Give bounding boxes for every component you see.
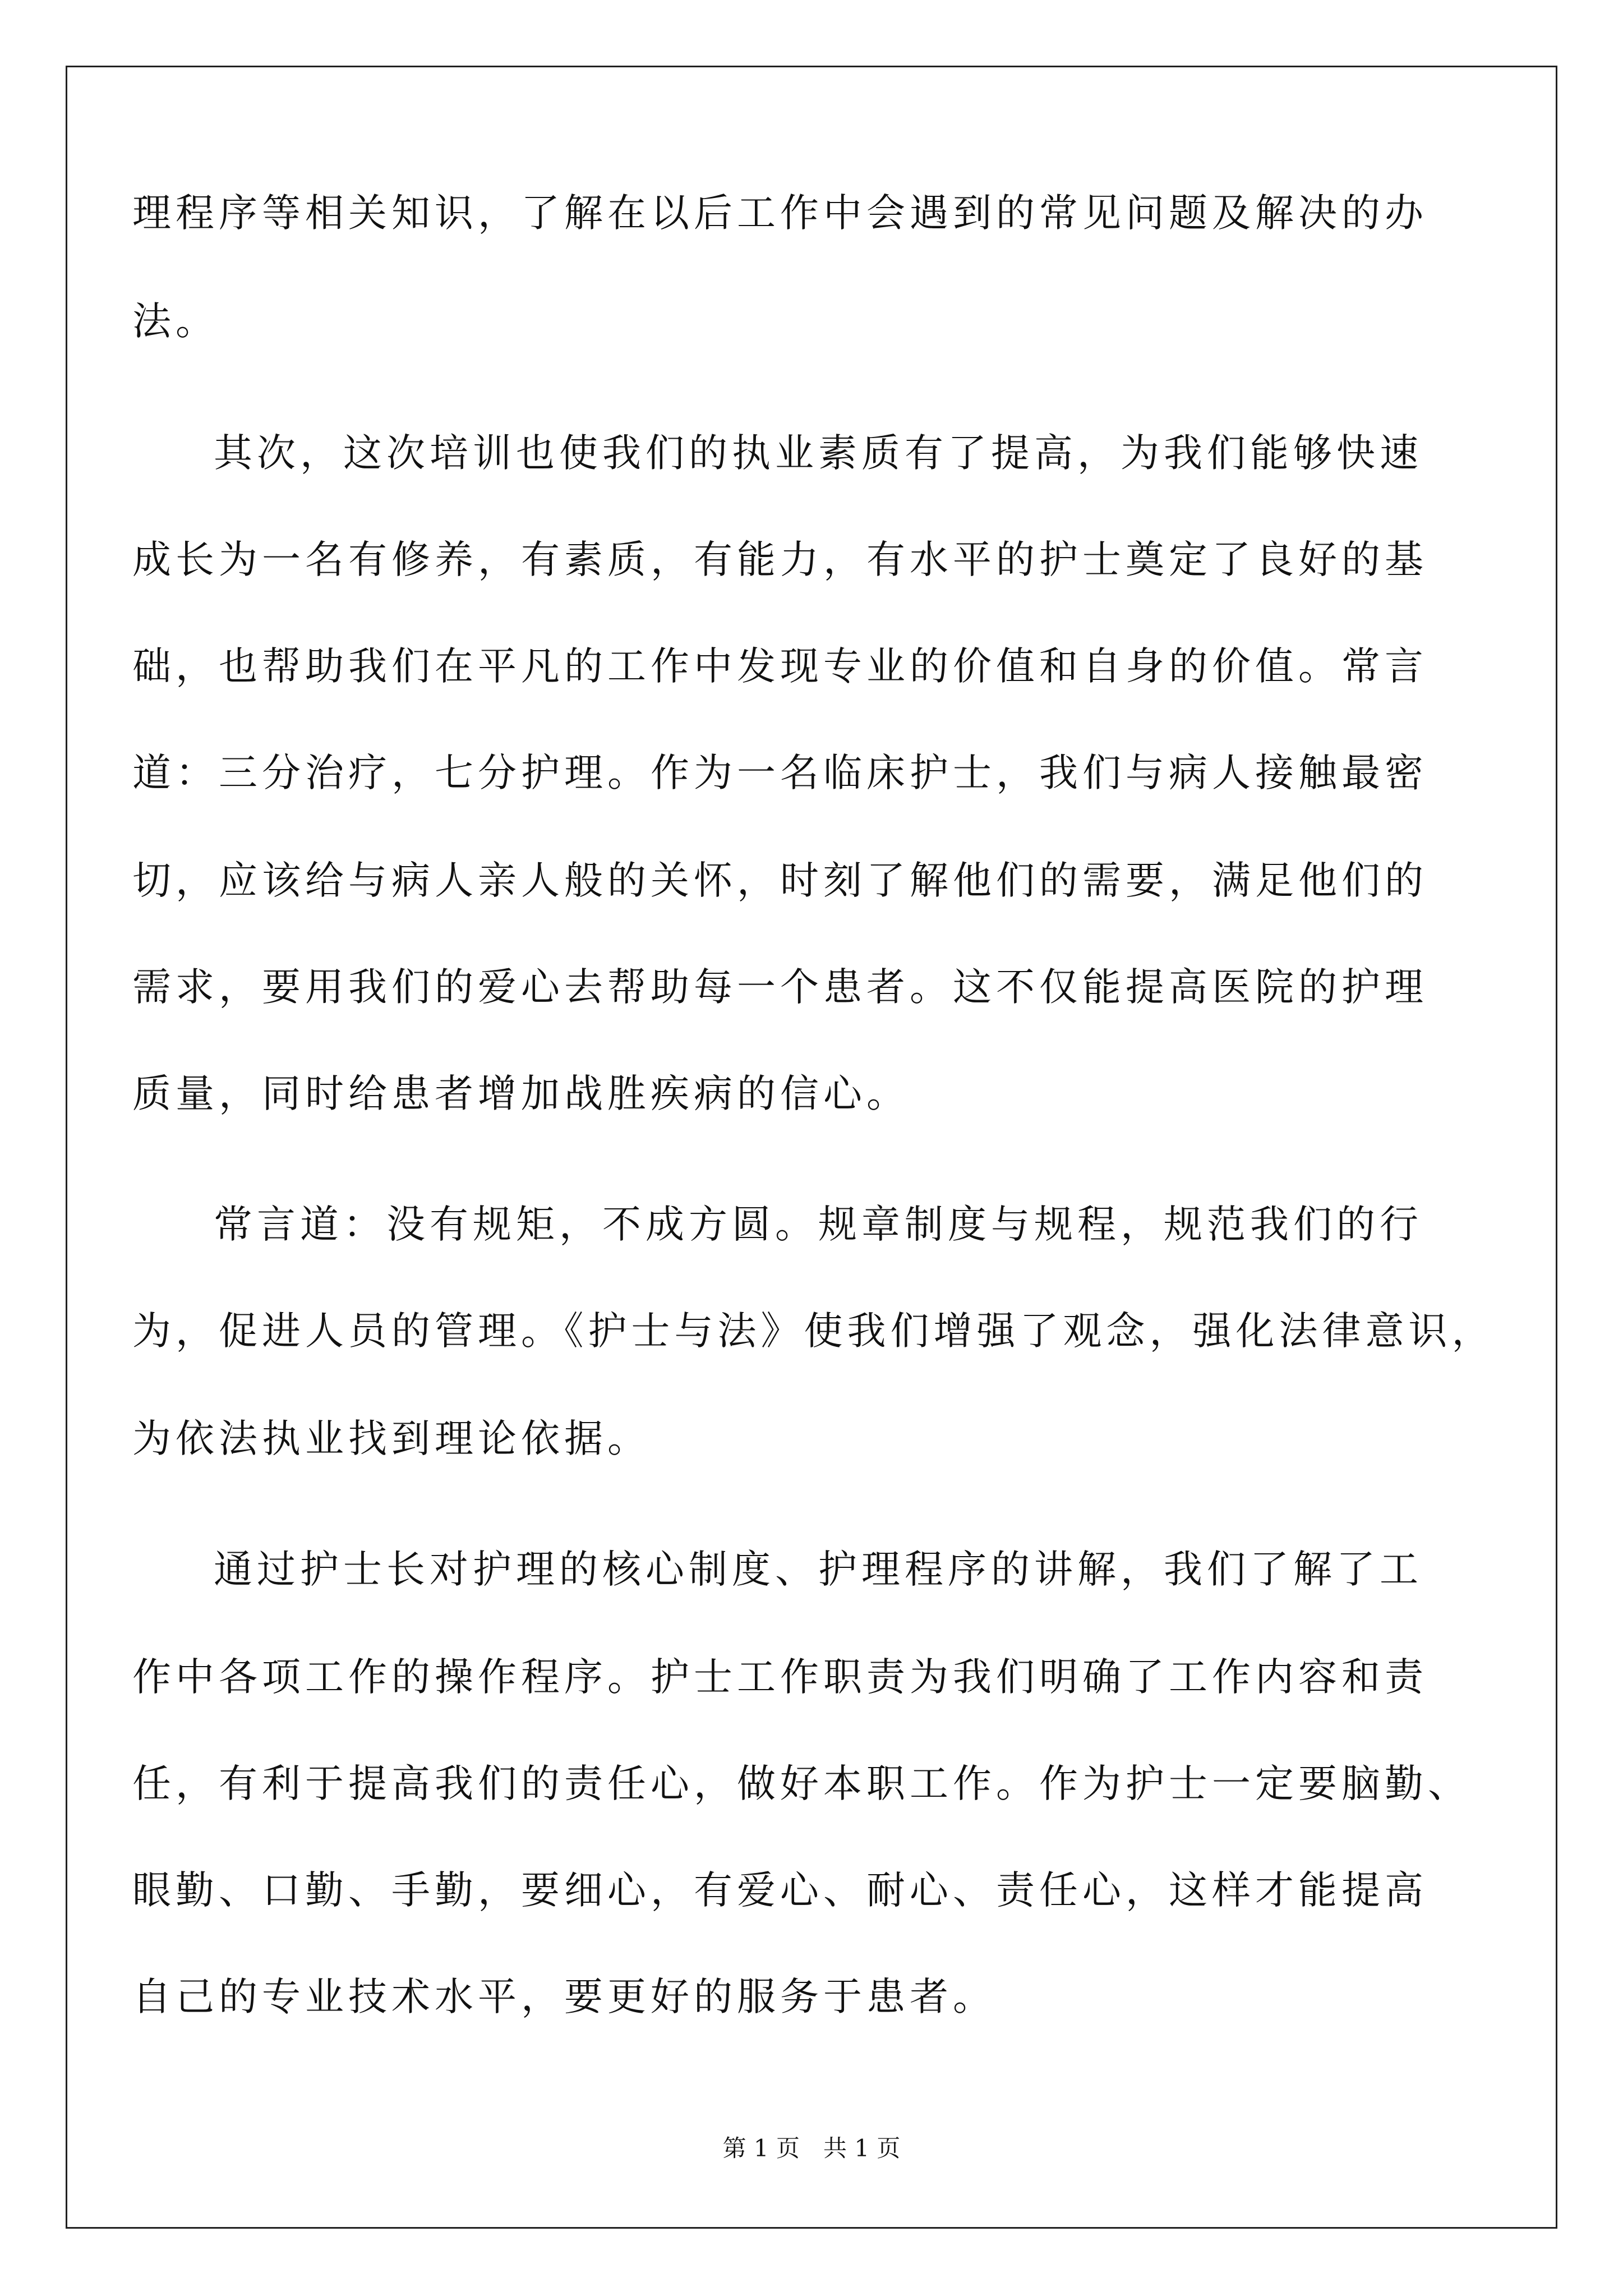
- text-line: 成长为一名有修养，有素质，有能力，有水平的护士奠定了良好的基: [132, 537, 1428, 582]
- text-line: 础，也帮助我们在平凡的工作中发现专业的价值和自身的价值。常言: [132, 644, 1428, 689]
- text-line: 作中各项工作的操作程序。护士工作职责为我们明确了工作内容和责: [132, 1655, 1428, 1700]
- paragraph-start-line: 其次，这次培训也使我们的执业素质有了提高，为我们能够快速: [214, 431, 1423, 476]
- paragraph-start-line: 通过护士长对护理的核心制度、护理程序的讲解，我们了解了工: [214, 1547, 1423, 1592]
- text-line: 眼勤、口勤、手勤，要细心，有爱心、耐心、责任心，这样才能提高: [132, 1868, 1428, 1913]
- text-line: 为，促进人员的管理。《护士与法》使我们增强了观念，强化法律意识，: [132, 1309, 1495, 1354]
- text-line: 需求，要用我们的爱心去帮助每一个患者。这不仅能提高医院的护理: [132, 965, 1428, 1010]
- page-footer: 第 1 页 共 1 页: [722, 2134, 901, 2162]
- text-line: 为依法执业找到理论依据。: [132, 1416, 651, 1461]
- text-line: 切，应该给与病人亲人般的关怀，时刻了解他们的需要，满足他们的: [132, 858, 1428, 903]
- text-line: 质量，同时给患者增加战胜疾病的信心。: [132, 1071, 910, 1116]
- text-line: 法。: [132, 299, 219, 344]
- text-line: 自己的专业技术水平，要更好的服务于患者。: [132, 1975, 996, 2019]
- paragraph-start-line: 常言道：没有规矩，不成方圆。规章制度与规程，规范我们的行: [214, 1202, 1423, 1247]
- text-line: 道：三分治疗，七分护理。作为一名临床护士，我们与病人接触最密: [132, 751, 1428, 795]
- text-line: 任，有利于提高我们的责任心，做好本职工作。作为护士一定要脑勤、: [132, 1761, 1471, 1806]
- text-line: 理程序等相关知识，了解在以后工作中会遇到的常见问题及解决的办: [132, 191, 1428, 236]
